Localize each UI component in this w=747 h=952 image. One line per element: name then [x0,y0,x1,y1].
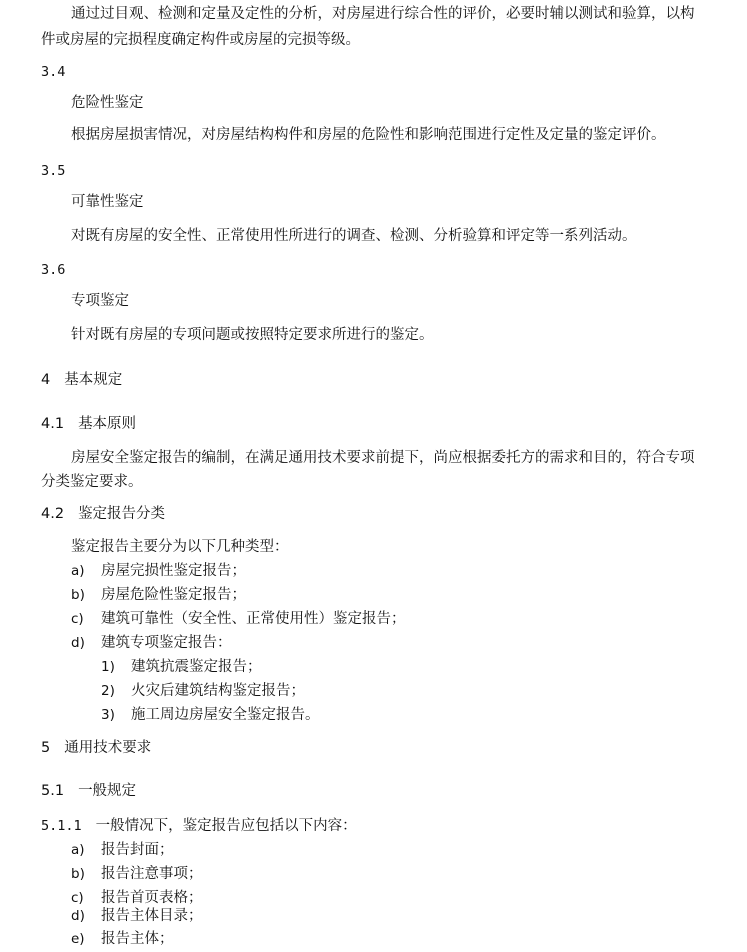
term-3-6: 专项鉴定 [71,293,129,309]
definition-3-5: 对既有房屋的安全性、正常使用性所进行的调查、检测、分析验算和评定等一系列活动。 [71,228,637,244]
list-item-text: 报告注意事项； [101,866,203,882]
list-item-text: 报告首页表格； [101,890,203,906]
list-item-text: 报告主体目录； [101,908,203,924]
list-item-5-1-1-c [71,888,203,908]
list-mark: a) [71,563,85,579]
sublist-item-2 [101,681,305,701]
list-item-text: 房屋危险性鉴定报告； [101,587,246,603]
list-item-text: 建筑专项鉴定报告： [101,635,232,651]
clause-number-3-4: 3.4 [41,64,66,80]
section-number-4-2: 4.2 [41,506,65,522]
sublist-mark: 2) [101,683,115,699]
term-3-5: 可靠性鉴定 [71,194,144,210]
clause-number-3-6: 3.6 [41,262,66,278]
list-item-text: 房屋完损性鉴定报告； [101,563,246,579]
list-mark: a) [71,842,85,858]
list-item-5-1-1-b [71,864,203,884]
sublist-mark: 1) [101,659,115,675]
para-4-1-line-1: 房屋安全鉴定报告的编制，在满足通用技术要求前提下，尚应根据委托方的需求和目的，符合专项 [71,450,695,466]
list-mark: b) [71,866,85,882]
section-title-4-2: 鉴定报告分类 [78,506,166,522]
section-heading-4 [41,370,122,390]
section-number-5-1: 5.1 [41,783,65,799]
section-title-4-1: 基本原则 [78,416,137,432]
list-mark: d) [71,908,85,924]
section-title-5: 通用技术要求 [64,740,152,756]
section-title-5-1: 一般规定 [78,783,137,799]
lead-4-2: 鉴定报告主要分为以下几种类型： [71,539,289,555]
sublist-mark: 3) [101,707,115,723]
section-number-4-1: 4.1 [41,416,65,432]
clause-lead-5-1-1: 一般情况下，鉴定报告应包括以下内容： [95,818,357,834]
clause-number-5-1-1: 5.1.1 [41,818,82,834]
list-item-4-2-d [71,633,232,653]
para-4-1-line-2: 分类鉴定要求。 [41,474,143,490]
sublist-item-text: 建筑抗震鉴定报告； [131,659,262,675]
list-item-text: 建筑可靠性（安全性、正常使用性）鉴定报告； [101,611,406,627]
definition-3-4: 根据房屋损害情况，对房屋结构构件和房屋的危险性和影响范围进行定性及定量的鉴定评价。 [71,127,666,143]
sublist-item-1 [101,657,262,677]
clause-5-1-1 [41,816,357,836]
sublist-item-text: 施工周边房屋安全鉴定报告。 [131,707,320,723]
list-item-4-2-a [71,561,246,581]
section-number-4: 4 [41,372,51,388]
section-heading-5 [41,738,151,758]
section-heading-4-2 [41,504,165,524]
term-3-4: 危险性鉴定 [71,95,144,111]
list-item-4-2-c [71,609,406,629]
section-title-4: 基本规定 [64,372,123,388]
list-mark: b) [71,587,85,603]
sublist-item-text: 火灾后建筑结构鉴定报告； [131,683,305,699]
section-heading-4-1 [41,414,136,434]
list-item-text: 报告主体； [101,931,174,947]
list-item-text: 报告封面； [101,842,174,858]
list-item-4-2-b [71,585,246,605]
section-number-5: 5 [41,740,51,756]
list-mark: c) [71,890,84,906]
section-heading-5-1 [41,781,136,801]
clause-number-3-5: 3.5 [41,163,66,179]
definition-3-6: 针对既有房屋的专项问题或按照特定要求所进行的鉴定。 [71,327,434,343]
list-mark: c) [71,611,84,627]
list-item-5-1-1-a [71,840,174,860]
intro-line-1: 通过过目观、检测和定量及定性的分析，对房屋进行综合性的评价，必要时辅以测试和验算，以构 [71,6,695,22]
list-mark: e) [71,931,85,947]
list-item-5-1-1-e [71,929,174,949]
list-mark: d) [71,635,85,651]
intro-line-2: 件或房屋的完损程度确定构件或房屋的完损等级。 [41,32,360,48]
list-item-5-1-1-d [71,906,203,926]
sublist-item-3 [101,705,320,725]
